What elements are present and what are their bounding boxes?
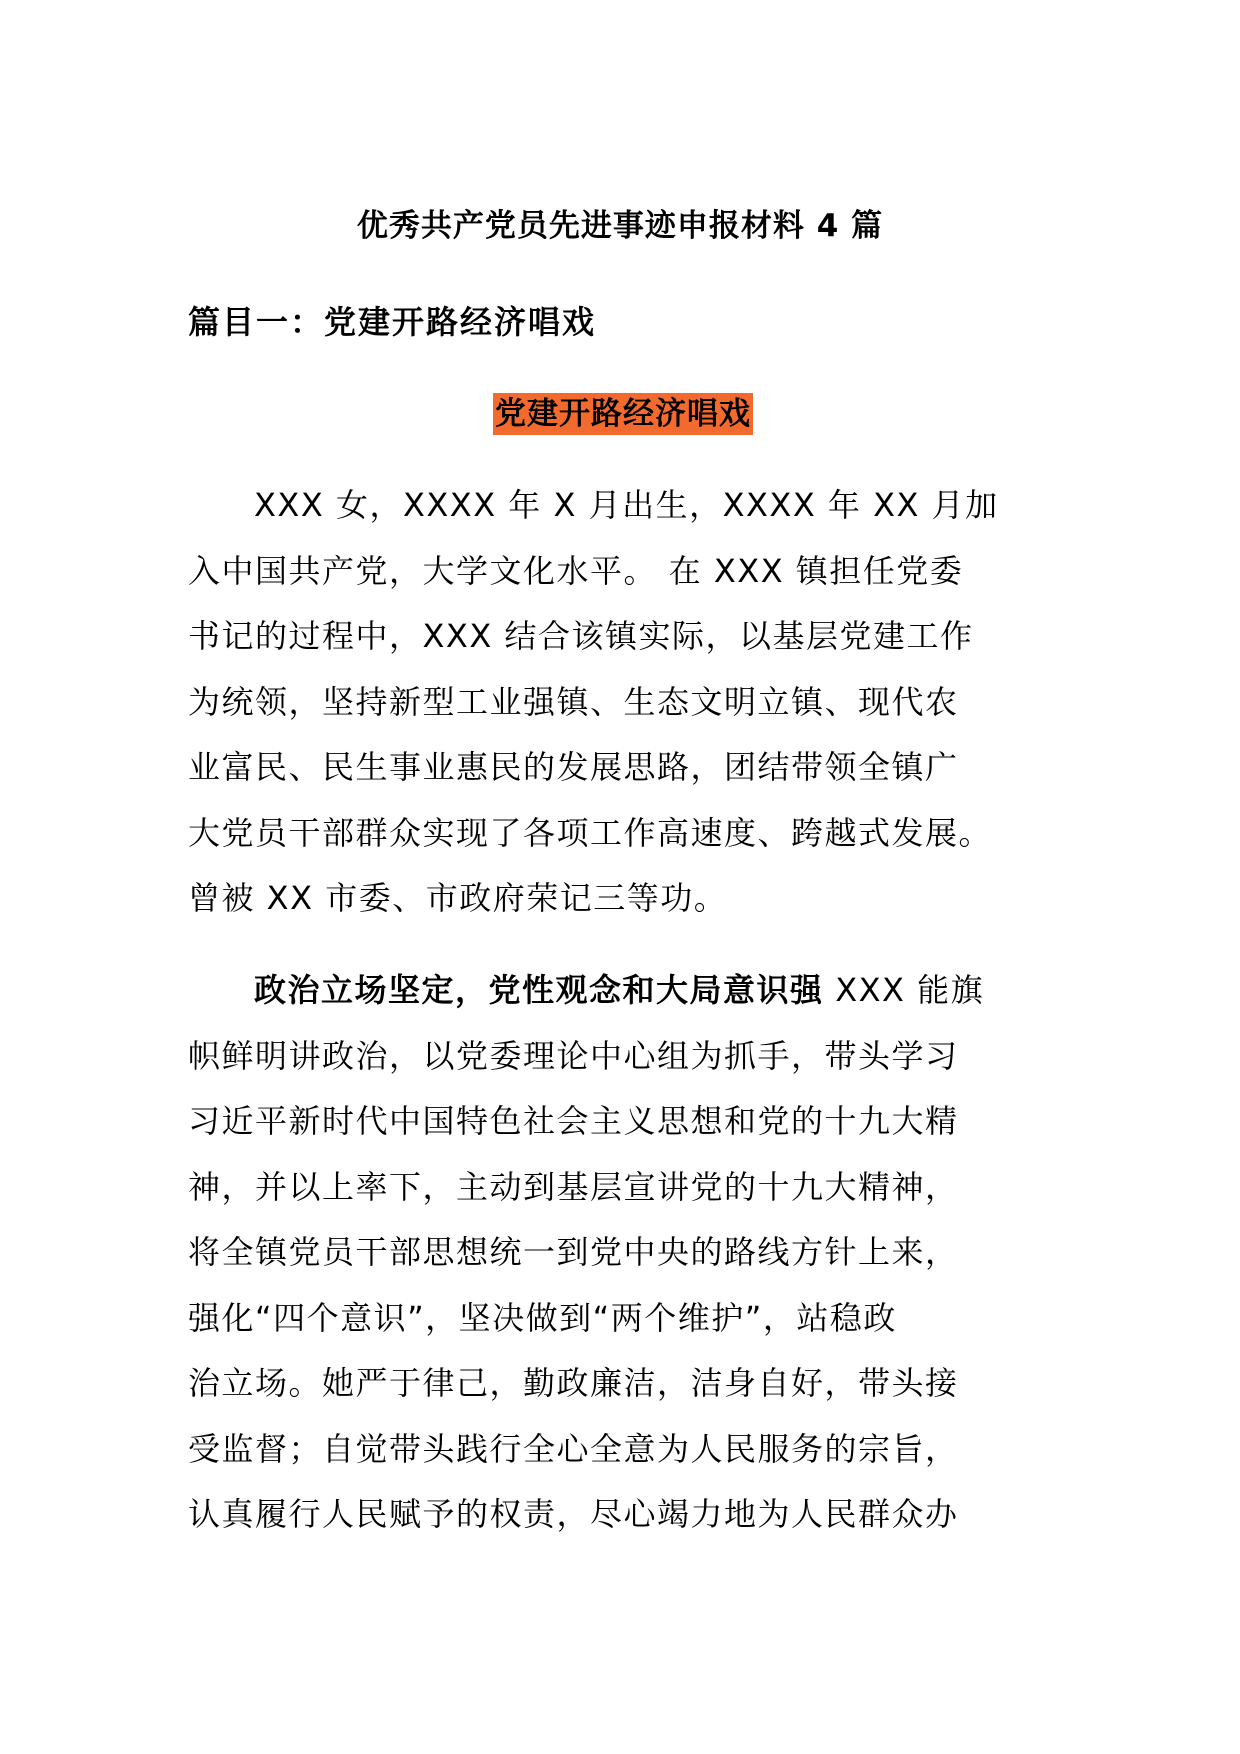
paragraph-line: 将全镇党员干部思想统一到党中央的路线方针上来， [188, 1233, 959, 1271]
paragraph-line: XXX 女，XXXX 年 X 月出生，XXXX 年 XX 月加 [254, 486, 999, 524]
paragraph-line: 神，并以上率下，主动到基层宣讲党的十九大精神， [188, 1167, 959, 1206]
paragraph-line: 曾被 XX 市委、市政府荣记三等功。 [188, 879, 728, 917]
paragraph-lead-bold: 政治立场坚定，党性观念和大局意识强 [254, 971, 824, 1009]
paragraph-line: 认真履行人民赋予的权责，尽心竭力地为人民群众办 [188, 1495, 959, 1533]
paragraph-first-line [188, 958, 1054, 1024]
paragraph-intro [188, 473, 1054, 932]
paragraph-line: 入中国共产党，大学文化水平。 在 XXX 镇担任党委 [188, 551, 964, 590]
section-heading: 篇目一：党建开路经济唱戏 [188, 303, 597, 341]
paragraph-line: 业富民、民生事业惠民的发展思路，团结带领全镇广 [188, 748, 959, 786]
paragraph-line: 帜鲜明讲政治，以党委理论中心组为抓手，带头学习 [188, 1036, 959, 1075]
paragraph-line: 为统领，坚持新型工业强镇、生态文明立镇、现代农 [188, 682, 959, 721]
paragraph-line: 治立场。她严于律己，勤政廉洁，洁身自好，带头接 [188, 1364, 959, 1402]
paragraph-line-rest: XXX 能旗 [823, 971, 985, 1009]
paragraph-political-stance [188, 958, 1054, 1548]
article-title-highlighted: 党建开路经济唱戏 [493, 393, 753, 435]
paragraph-line: 习近平新时代中国特色社会主义思想和党的十九大精 [188, 1102, 959, 1140]
paragraph-line: 大党员干部群众实现了各项工作高速度、跨越式发展。 [188, 813, 993, 852]
paragraph-line: 书记的过程中，XXX 结合该镇实际，以基层党建工作 [188, 617, 974, 655]
paragraph-line: 强化“四个意识”，坚决做到“两个维护”，站稳政 [188, 1298, 897, 1337]
paragraph-line: 受监督；自觉带头践行全心全意为人民服务的宗旨， [188, 1429, 959, 1468]
document-title: 优秀共产党员先进事迹申报材料 4 篇 [356, 208, 884, 244]
article-title-container [0, 393, 1240, 435]
